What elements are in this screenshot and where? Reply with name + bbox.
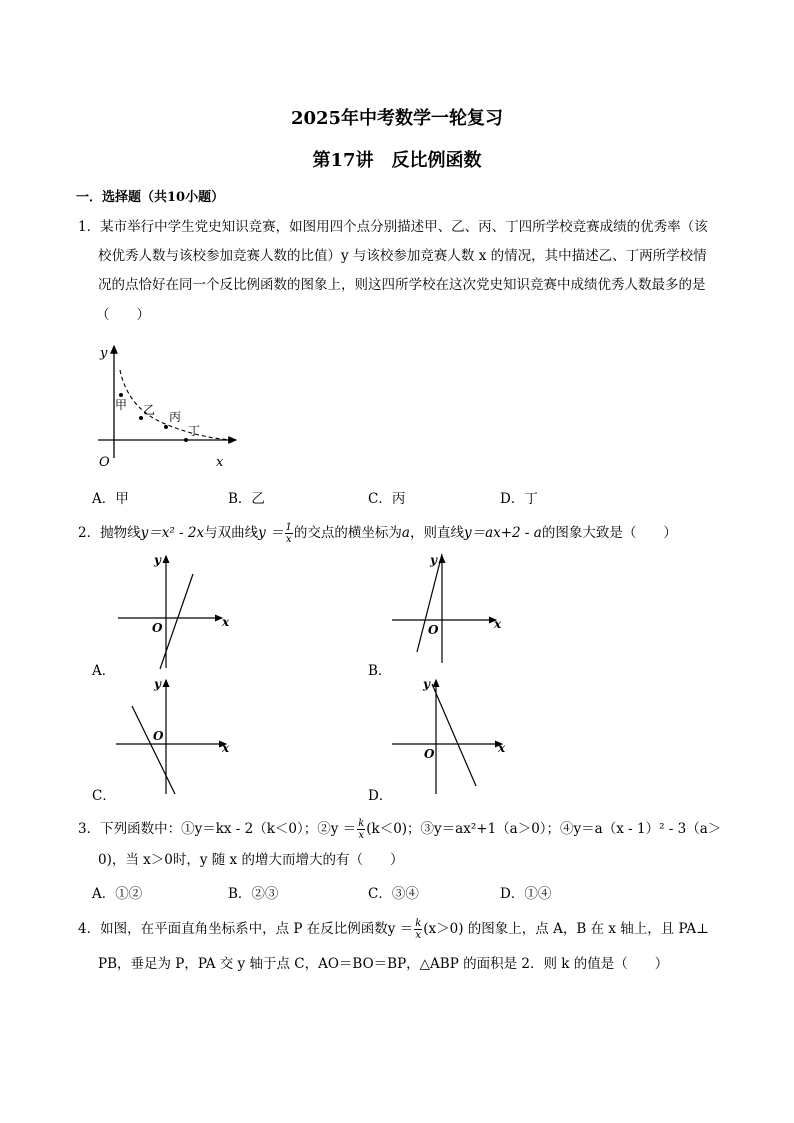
line-graph: [432, 684, 476, 786]
q2-option-a[interactable]: A．: [92, 663, 116, 679]
q4-line2: PB，垂足为 P，PA 交 y 轴于点 C，AO＝BO＝BP，△ABP 的面积是 2．则 k 的值是（ ）: [98, 956, 669, 972]
q2-frac-den: x: [285, 534, 292, 545]
point-ding: [184, 438, 188, 442]
q4-text-1: 4．如图，在平面直角坐标系中，点 P 在反比例函数y ＝: [78, 921, 414, 937]
point-bing: [164, 425, 168, 429]
q1-line1: 1．某市举行中学生党史知识竞赛，如图用四个点分别描述甲、乙、丙、丁四所学校竞赛成绩的优秀率（该: [78, 219, 708, 235]
q2-text-4: ，则直线: [409, 525, 464, 541]
q4-text-2: (x＞0) 的图象上，点 A，B 在 x 轴上，且 PA⊥: [423, 921, 709, 937]
q2-graph-a[interactable]: [112, 548, 242, 672]
q4-fraction: [414, 918, 422, 941]
graph-c-x: x: [222, 741, 230, 755]
q2-text-5: 的图象大致是（ ）: [541, 525, 677, 541]
q2-parabola: y＝x² - 2x: [140, 525, 205, 541]
q1-line2: 校优秀人数与该校参加竞赛人数的比值）y 与该校参加竞赛人数 x 的情况，其中描述乙、丁两所学校情: [98, 248, 707, 264]
graph-c-o: O: [153, 729, 164, 743]
fig1-y-label: y: [100, 346, 108, 361]
graph-c-y: y: [154, 677, 161, 691]
q1-line3: 况的点恰好在同一个反比例函数的图象上，则这四所学校在这次党史知识竞赛中成绩优秀人数最多的是: [98, 277, 706, 293]
label-bing: 丙: [169, 410, 182, 424]
q2-frac-num: 1: [285, 522, 292, 533]
line-graph: [132, 706, 175, 794]
graph-b-x: x: [494, 617, 502, 631]
q3-line1: [78, 814, 721, 844]
label-jia: 甲: [115, 398, 128, 412]
graph-d-x: x: [498, 741, 506, 755]
q3-option-d[interactable]: D．①④: [500, 886, 552, 902]
graph-b-y: y: [430, 553, 437, 567]
dashed-hyperbola: [120, 370, 233, 440]
graph-a-o: O: [152, 621, 163, 635]
q3-frac-num: k: [358, 818, 365, 829]
section-heading: 一．选择题（共10小题）: [76, 190, 225, 205]
q3-option-a[interactable]: A．①②: [92, 886, 143, 902]
q4-frac-den: x: [415, 930, 422, 941]
fig1-x-label: x: [216, 455, 224, 470]
q4-frac-num: k: [415, 918, 422, 929]
q1-option-d[interactable]: D．丁: [500, 491, 538, 507]
q3-text-2: (k＜0)；③y＝ax²+1（a＞0）；④y＝a（x - 1）² - 3（a＞: [366, 821, 722, 837]
q1-line4: （ ）: [96, 307, 150, 323]
q1-option-c[interactable]: C．丙: [368, 491, 406, 507]
q3-line2: 0)，当 x＞0时，y 随 x 的增大而增大的有（ ）: [98, 852, 404, 868]
q2-graph-d[interactable]: [388, 672, 518, 796]
q3-text-1: 3．下列函数中：①y＝kx - 2（k＜0）；②y ＝: [78, 821, 357, 837]
q2-a-var: a: [401, 525, 410, 541]
q2-option-c[interactable]: C．: [92, 788, 116, 804]
q1-figure: [88, 338, 248, 473]
label-ding: 丁: [188, 424, 201, 438]
q2-stem: [78, 518, 677, 548]
q2-text-1: 2．抛物线: [78, 525, 141, 541]
q2-line-eq: y＝ax+2 - a: [463, 525, 542, 541]
page-title: 2025年中考数学一轮复习: [290, 108, 504, 129]
fig1-origin-label: O: [99, 455, 110, 470]
point-jia: [119, 393, 123, 397]
line-graph: [160, 574, 193, 669]
q3-frac-den: x: [358, 830, 365, 841]
label-yi: 乙: [143, 403, 156, 417]
graph-a-x: x: [222, 615, 230, 629]
q3-option-b[interactable]: B．②③: [228, 886, 279, 902]
q2-text-3: 的交点的横坐标为: [293, 525, 402, 541]
graph-b-o: O: [428, 623, 439, 637]
graph-d-o: O: [424, 747, 435, 761]
q2-option-b[interactable]: B．: [368, 663, 392, 679]
q2-hyperbola: y ＝: [258, 525, 284, 541]
q3-option-c[interactable]: C．③④: [368, 886, 419, 902]
q2-text-2: 与双曲线: [204, 525, 259, 541]
graph-d-y: y: [423, 677, 430, 691]
q2-graph-c[interactable]: [112, 672, 242, 796]
graph-a-y: y: [154, 553, 161, 567]
q1-option-a[interactable]: A．甲: [92, 491, 129, 507]
q3-fraction: [357, 818, 365, 841]
q2-graph-b[interactable]: [388, 548, 518, 672]
lesson-title: 第17讲 反比例函数: [312, 150, 482, 171]
line-graph: [417, 554, 442, 652]
q2-fraction: [285, 522, 293, 545]
q2-option-d[interactable]: D．: [368, 788, 393, 804]
q4-line1: [78, 914, 709, 944]
q1-option-b[interactable]: B．乙: [228, 491, 265, 507]
